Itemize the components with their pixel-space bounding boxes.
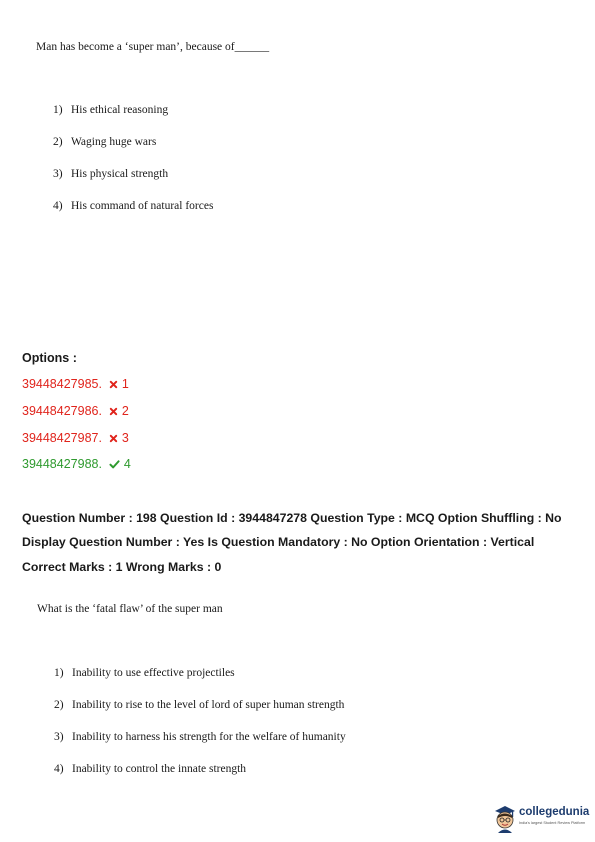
answer-id: 39448427988. (22, 457, 102, 471)
option-text: His physical strength (71, 168, 169, 180)
question-meta-line-2: Display Question Number : Yes Is Question Mandatory : No Option Orientation : Vertical (22, 535, 535, 549)
option-number: 1) (54, 667, 64, 679)
question-1-option-1 (53, 104, 168, 116)
option-number: 3) (54, 731, 64, 743)
cross-icon (109, 404, 118, 418)
answer-choice: 4 (123, 457, 131, 471)
option-text: Inability to harness his strength for the welfare of humanity (72, 731, 346, 743)
question-meta-line-1: Question Number : 198 Question Id : 3944847278 Question Type : MCQ Option Shuffling : No (22, 511, 562, 525)
question-2-text: What is the ‘fatal flaw’ of the super man (37, 603, 223, 615)
logo-wordmark: collegedunia (519, 806, 590, 818)
question-1-option-3 (53, 168, 168, 180)
question-1-text: Man has become a ‘super man’, because of______ (36, 41, 270, 53)
question-2-option-3 (54, 731, 346, 743)
answer-id: 39448427985. (22, 377, 102, 391)
answer-choice: 3 (121, 431, 129, 445)
answer-option-3 (22, 431, 129, 445)
answer-id: 39448427986. (22, 404, 102, 418)
answer-choice: 2 (121, 404, 129, 418)
cross-icon (109, 377, 118, 391)
answer-option-2 (22, 404, 129, 418)
option-text: His command of natural forces (71, 200, 214, 212)
question-meta-line-3: Correct Marks : 1 Wrong Marks : 0 (22, 560, 222, 574)
option-number: 4) (54, 763, 64, 775)
answer-id: 39448427987. (22, 431, 102, 445)
option-text: Inability to use effective projectiles (72, 667, 235, 679)
option-text: Inability to control the innate strength (72, 763, 247, 775)
question-2-option-4 (54, 763, 246, 775)
option-number: 2) (53, 136, 63, 148)
answer-choice: 1 (121, 377, 129, 391)
option-number: 3) (53, 168, 63, 180)
option-number: 4) (53, 200, 63, 212)
answer-option-4 (22, 457, 131, 471)
question-2-option-1 (54, 667, 235, 679)
question-1-option-2 (53, 136, 156, 148)
option-text: Inability to rise to the level of lord of super human strength (72, 699, 345, 711)
question-1-option-4 (53, 200, 213, 212)
options-heading: Options : (22, 351, 77, 365)
option-number: 1) (53, 104, 63, 116)
option-text: Waging huge wars (71, 136, 157, 148)
collegedunia-logo (492, 803, 592, 835)
logo-tagline: India's largest Student Review Platform (519, 821, 586, 825)
check-icon (109, 457, 120, 471)
option-text: His ethical reasoning (71, 104, 169, 116)
option-number: 2) (54, 699, 64, 711)
question-2-option-2 (54, 699, 344, 711)
student-mascot-icon (492, 803, 518, 833)
answer-option-1 (22, 377, 129, 391)
cross-icon (109, 431, 118, 445)
